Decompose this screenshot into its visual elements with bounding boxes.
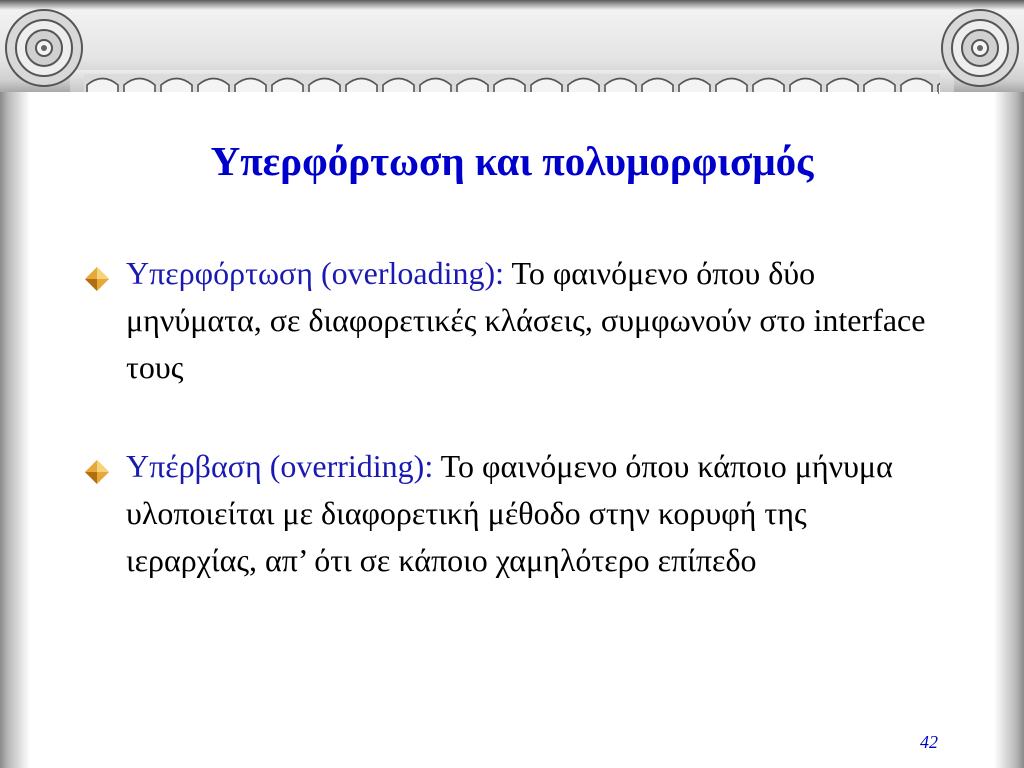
- volute-right-icon: [938, 6, 1022, 90]
- bullet-text: [126, 443, 944, 584]
- volute-left-icon: [2, 6, 86, 90]
- bullet-term: Υπέρβαση (overriding):: [126, 448, 434, 484]
- bullet-description: Το φαινόμενο όπου δύο μηνύματα, σε διαφορετικές κλάσεις, συμφωνούν στο interface τους: [126, 255, 926, 385]
- bullet-item-overriding: [84, 443, 944, 584]
- bullet-term: Υπερφόρτωση (overloading):: [126, 255, 505, 291]
- diamond-bullet-icon: [84, 266, 110, 292]
- capital-frieze-pattern: [84, 74, 940, 94]
- bullet-text: [126, 250, 944, 391]
- bullet-description: Το φαινόμενο όπου κάποιο μήνυμα υλοποιείται με διαφορετική μέθοδο στην κορυφή της ιεραρχίας, απ’ ότι σε κάποιο χαμηλότερο επίπεδο: [126, 448, 893, 578]
- page-number: 42: [920, 732, 938, 752]
- bullet-item-overloading: [84, 250, 944, 391]
- diamond-bullet-icon: [84, 459, 110, 485]
- slide-title: Υπερφόρτωση και πολυμορφισμός: [210, 138, 814, 184]
